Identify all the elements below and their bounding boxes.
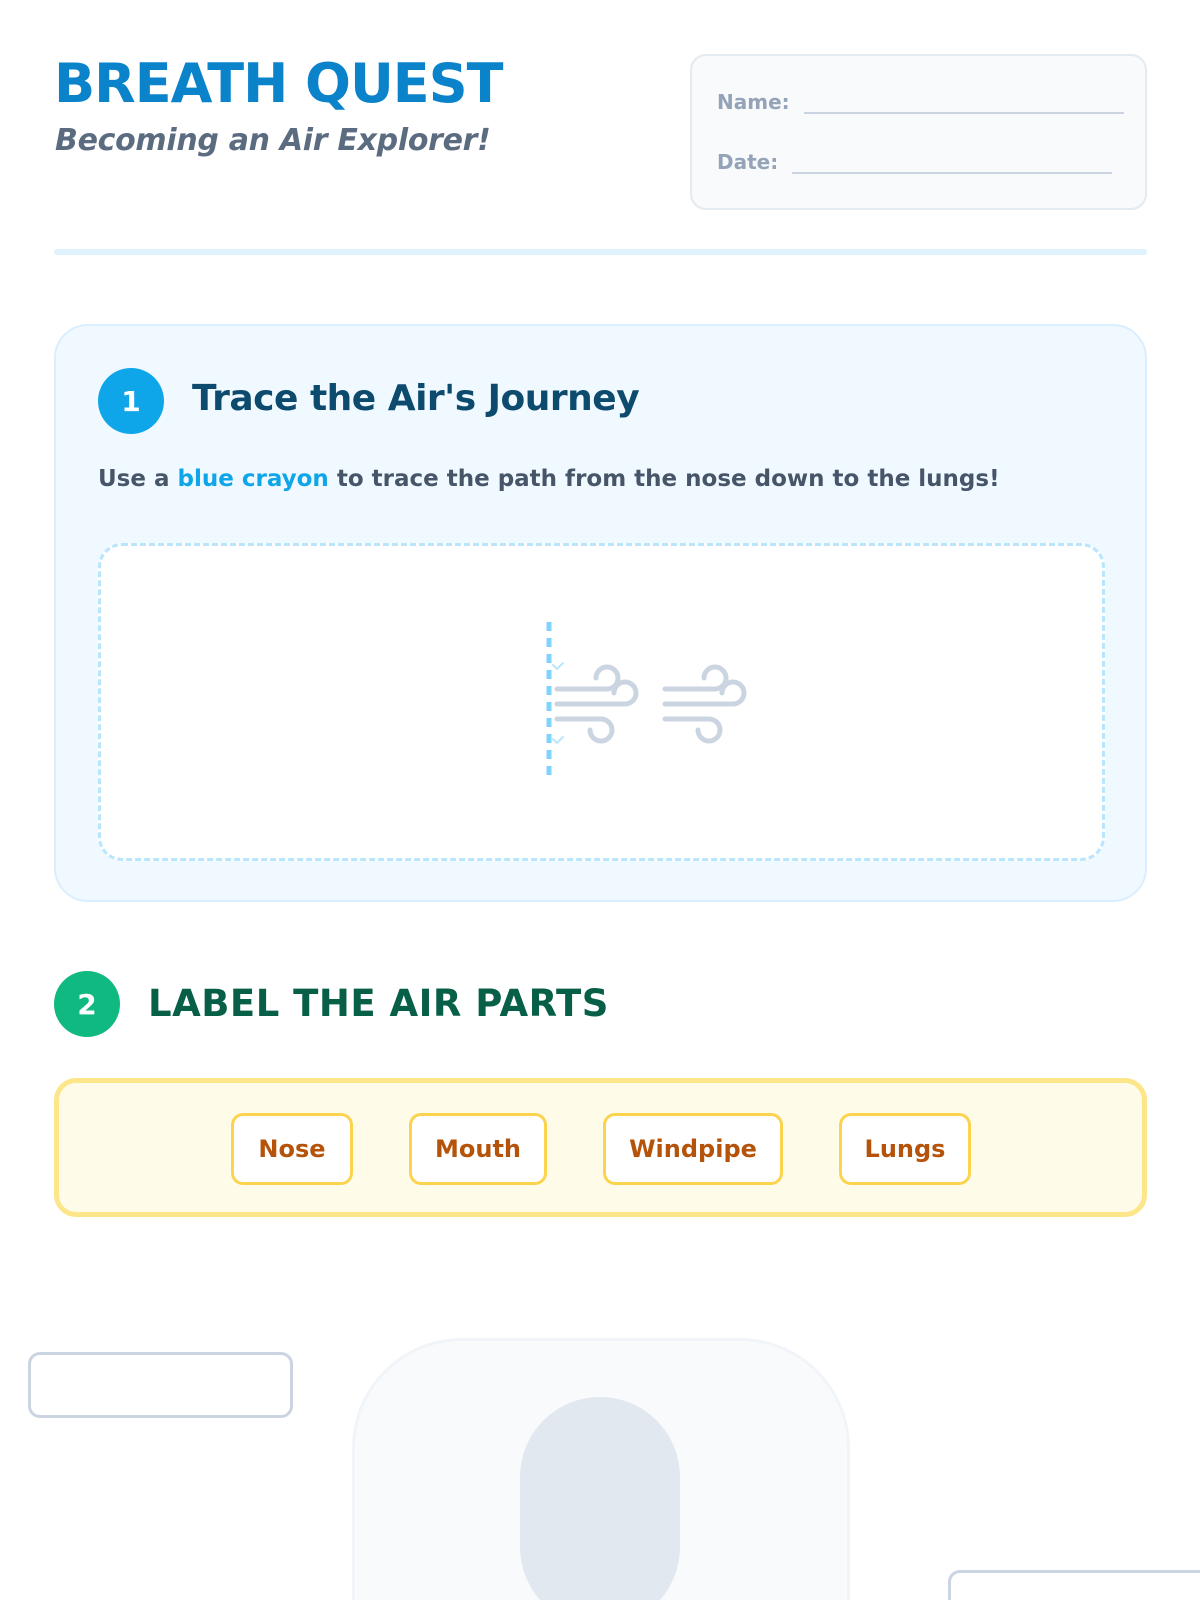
label-chip-windpipe[interactable]: Windpipe [603,1113,783,1185]
worksheet-subtitle: Becoming an Air Explorer! [55,123,491,158]
head-shape [520,1397,680,1600]
trace-arrow-icon [553,663,563,669]
wind-icon [665,667,744,741]
label-chip-lungs[interactable]: Lungs [839,1113,971,1185]
worksheet-title: BREATH QUEST [54,52,503,115]
date-label: Date: [717,150,779,174]
trace-drawing-area[interactable] [98,543,1105,861]
label-word-bank [54,1078,1147,1217]
date-row [717,150,1112,174]
date-field[interactable] [792,154,1112,174]
student-info-box [690,54,1147,210]
section-2-title: LABEL THE AIR PARTS [148,982,609,1025]
wind-icon [557,667,636,741]
section-trace-journey [54,324,1147,902]
trace-illustration [101,546,1102,858]
instruction-suffix: to trace the path from the nose down to the lungs! [328,466,1000,492]
section-2-number-badge: 2 [54,971,120,1037]
trace-arrow-icon [553,737,563,743]
label-chip-mouth[interactable]: Mouth [409,1113,547,1185]
name-label: Name: [717,90,790,114]
instruction-prefix: Use a [98,466,178,492]
section-1-instruction [98,466,1000,492]
instruction-highlight: blue crayon [177,466,329,492]
label-chip-nose[interactable]: Nose [231,1113,353,1185]
name-row [717,90,1124,114]
name-field[interactable] [804,94,1124,114]
header-divider [54,249,1147,255]
label-answer-box[interactable] [28,1352,293,1418]
section-1-number-badge: 1 [98,368,164,434]
label-answer-box[interactable] [948,1570,1200,1600]
section-1-title: Trace the Air's Journey [192,378,640,419]
